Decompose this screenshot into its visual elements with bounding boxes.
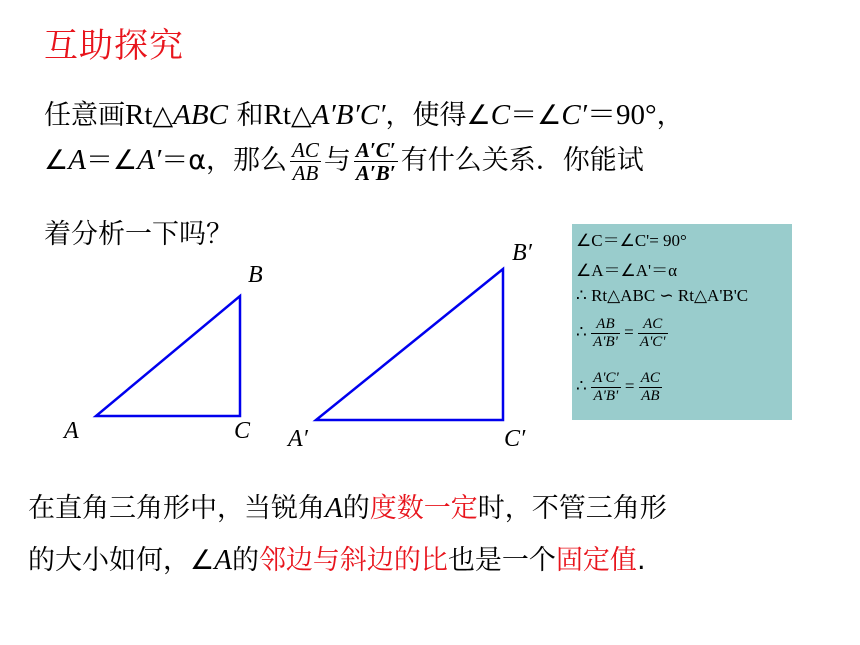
- proof-eq: =: [624, 322, 634, 342]
- q-comma: ，: [656, 100, 684, 131]
- pf4-den: AB: [641, 388, 660, 404]
- q2-with: 与: [323, 145, 351, 176]
- c2-highlight-2: 固定值: [555, 545, 637, 576]
- pf4-num: AC: [640, 370, 660, 386]
- proof-frac-ab: [591, 316, 620, 351]
- therefore-symbol-2: ∴: [576, 376, 587, 396]
- c1-highlight: 度数一定: [369, 493, 478, 524]
- q-eq: ＝∠: [510, 100, 562, 131]
- q-c: C: [490, 99, 511, 131]
- frac2-denominator: A′B′: [355, 161, 396, 185]
- proof-line-1: ∠C＝∠C'= 90°: [576, 231, 687, 250]
- pf2-num: AC: [638, 316, 668, 334]
- q-rt2: Rt: [263, 99, 291, 131]
- label-B-prime: B′: [512, 240, 532, 266]
- c1-text: 在直角三角形中，当锐角: [28, 493, 325, 524]
- q2-Ap: A′: [137, 144, 162, 176]
- pf2-den: A'C': [639, 334, 666, 350]
- label-B: B: [248, 262, 263, 288]
- conclusion-line-2: [28, 538, 646, 577]
- c2-text: 的大小如何，∠: [28, 545, 215, 576]
- pf1-den: A'B': [593, 334, 618, 350]
- proof-frac-ac-ab: [639, 370, 662, 405]
- q-text: 任意画: [44, 100, 125, 131]
- proof-line-3: ∴ Rt△ABC ∽ Rt△A'B'C: [576, 286, 749, 305]
- c1-de: 的: [342, 493, 370, 524]
- q-90: ＝90°: [587, 99, 657, 131]
- pf3-num: A'C': [593, 370, 619, 386]
- q-cp: C′: [561, 99, 587, 131]
- q2-end: 有什么关系．你能试: [400, 145, 644, 176]
- frac2-numerator: A′C′: [355, 138, 396, 162]
- proof-line-4: [576, 316, 668, 351]
- triangle-apbpcp: [316, 269, 503, 420]
- proof-line-2: ∠A＝∠A'＝α: [576, 261, 678, 280]
- c2-period: .: [636, 545, 646, 576]
- c2-mid: 也是一个: [447, 545, 556, 576]
- q-apbpcp: A′B′C′: [311, 99, 386, 131]
- label-A: A: [64, 418, 79, 444]
- frac1-denominator: AB: [292, 161, 319, 185]
- q2-alpha: ＝α，那么: [161, 145, 288, 176]
- q-text-b: ，使得∠: [385, 100, 491, 131]
- q-abc: ABC: [173, 99, 228, 131]
- question-line-3: 着分析一下吗？: [44, 219, 233, 250]
- proof-frac-ac: [638, 316, 668, 351]
- q-triangle-symbol-2: △: [290, 100, 312, 131]
- frac1-numerator: AC: [292, 138, 319, 162]
- q-triangle-symbol: △: [152, 100, 174, 131]
- proof-line-5: [576, 370, 662, 405]
- c2-highlight-1: 邻边与斜边的比: [258, 545, 448, 576]
- label-A-prime: A′: [288, 426, 308, 452]
- q2-angle: ∠: [44, 145, 69, 176]
- c2-A: A: [214, 544, 232, 576]
- slide-title: 互助探究: [44, 26, 184, 66]
- triangle-abc: [96, 296, 240, 416]
- conclusion-line-1: [28, 486, 667, 525]
- therefore-symbol: ∴: [576, 322, 587, 342]
- proof-frac-apcp: [591, 370, 621, 405]
- c2-de: 的: [231, 545, 259, 576]
- pf3-den: A'B': [593, 388, 619, 404]
- proof-box: [572, 224, 792, 420]
- q2-eq: ＝∠: [85, 145, 138, 176]
- label-C-prime: C′: [504, 426, 526, 452]
- label-C: C: [234, 418, 251, 444]
- q2-A: A: [68, 144, 86, 176]
- c1-A: A: [325, 492, 343, 524]
- proof-eq-2: =: [624, 376, 635, 396]
- q-rt: Rt: [125, 99, 153, 131]
- c1-end: 时，不管三角形: [477, 493, 667, 524]
- q-and: 和: [227, 100, 264, 131]
- pf1-num: AB: [591, 316, 620, 334]
